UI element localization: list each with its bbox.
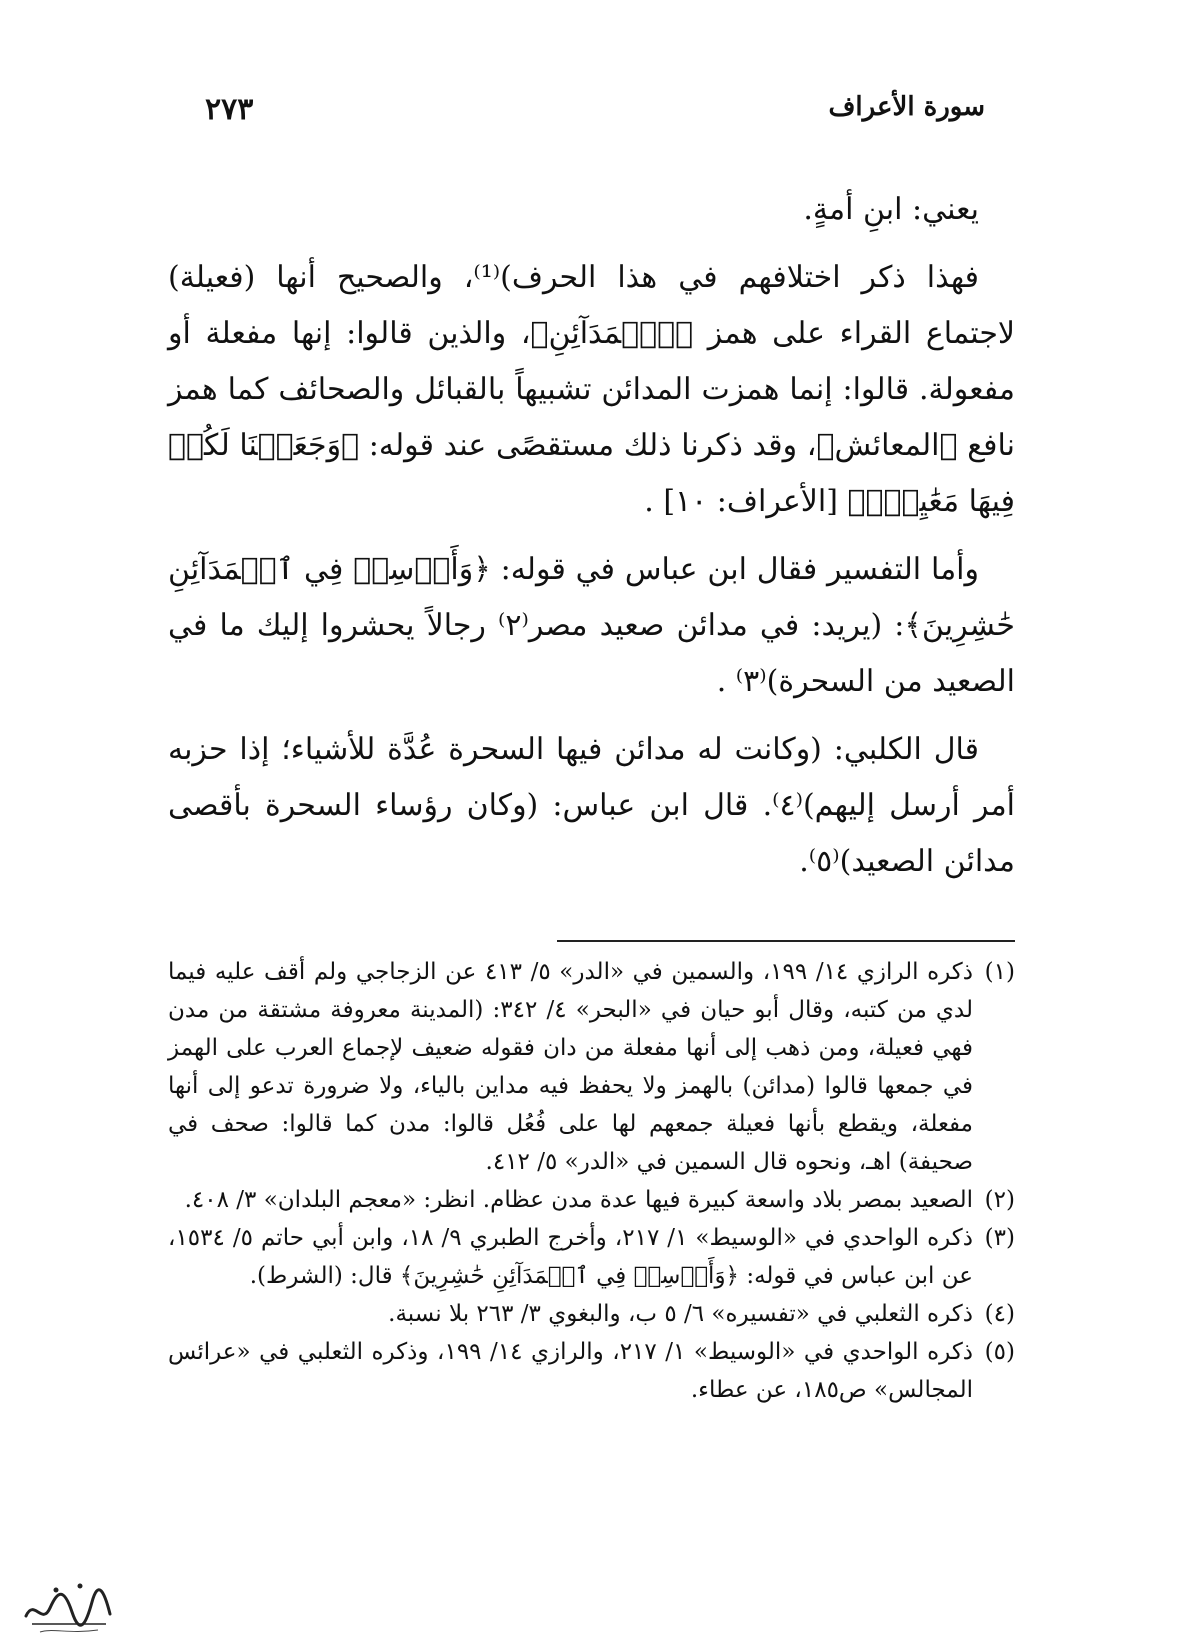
footnote-text: ذكره الواحدي في «الوسيط» ١/ ٢١٧، وأخرج الطبري ٩/ ١٨، وابن أبي حاتم ٥/ ١٥٣٤، عن ابن عباس في قوله: ﴿وَأَرۡسِلۡ فِي ٱلۡمَدَآئِنِ حَٰشِرِينَ﴾ قال: (الشرط).: [168, 1225, 973, 1289]
page-number: ٢٧٣: [205, 92, 254, 127]
footnote: [168, 1333, 1015, 1409]
running-title: سورة الأعراف: [828, 92, 985, 122]
footnote-number: (١): [984, 959, 1015, 985]
footnote-text: ذكره الواحدي في «الوسيط» ١/ ٢١٧، والرازي ١٤/ ١٩٩، وذكره الثعلبي في «عرائس المجالس» ص١٨٥، عن عطاء.: [168, 1339, 974, 1403]
page-header: [200, 92, 985, 142]
paragraph: وأما التفسير فقال ابن عباس في قوله: ﴿وَأَرۡسِلۡ فِي ٱلۡمَدَآئِنِ حَٰشِرِينَ﴾: (يريد: في مدائن صعيد مصر⁽٢⁾ رجالاً يحشروا إليك ما في الصعيد من السحرة)⁽٣⁾ .: [168, 552, 1015, 699]
library-stamp-icon: [20, 1568, 116, 1638]
main-text: [168, 182, 1015, 902]
footnote-text: ذكره الثعلبي في «تفسيره» ٦/ ٥ ب، والبغوي ٣/ ٢٦٣ بلا نسبة.: [388, 1301, 973, 1327]
footnote-text: الصعيد بمصر بلاد واسعة كبيرة فيها عدة مدن عظام. انظر: «معجم البلدان» ٣/ ٤٠٨.: [184, 1187, 973, 1213]
paragraph: فهذا ذكر اختلافهم في هذا الحرف)⁽¹⁾، والصحيح أنها (فعيلة) لاجتماع القراء على همز ﴿ٱلۡمَدَآئِنِ﴾، والذين قالوا: إنها مفعلة أو مفعولة. قالوا: إنما همزت المدائن تشبيهاً بالقبائل والصحائف كما همز نافع ﴿المعائش﴾، وقد ذكرنا ذلك مستقصًى عند قوله: ﴿وَجَعَلۡنَا لَكُمۡ فِيهَا مَعَٰيِشَۗ﴾ [الأعراف: ١٠] .: [168, 260, 1016, 519]
footnote: [168, 1295, 1015, 1333]
footnotes: [168, 953, 1015, 1409]
footnote-divider: [557, 940, 1015, 942]
footnote: [168, 1219, 1015, 1295]
footnote-number: (٣): [984, 1225, 1015, 1251]
footnote-number: (٤): [984, 1301, 1015, 1327]
footnote-text: ذكره الرازي ١٤/ ١٩٩، والسمين في «الدر» ٥/ ٤١٣ عن الزجاجي ولم أقف عليه فيما لدي من كتبه، وقال أبو حيان في «البحر» ٤/ ٣٤٢: (المدينة معروفة مشتقة من مدن فهي فعيلة، ومن ذهب إلى أنها مفعلة من دان فقوله ضعيف لإجماع العرب على الهمز في جمعها قالوا (مدائن) بالهمز ولا يحفظ فيه مداين بالياء، ولا ضرورة تدعو إلى أنها مفعلة، ويقطع بأنها فعيلة جمعهم لها على فُعُل قالوا: مدن كما قالوا: صحف في صحيفة) اهـ، ونحوه قال السمين في «الدر» ٥/ ٤١٢.: [168, 959, 973, 1175]
footnote: [168, 953, 1015, 1181]
footnote-number: (٢): [984, 1187, 1015, 1213]
paragraph: يعني: ابنِ أمةٍ.: [803, 192, 979, 227]
footnote: [168, 1181, 1015, 1219]
footnote-number: (٥): [984, 1339, 1015, 1365]
paragraph: قال الكلبي: (وكانت له مدائن فيها السحرة عُدَّة للأشياء؛ إذا حزبه أمر أرسل إليهم)⁽٤⁾. قال ابن عباس: (وكان رؤساء السحرة بأقصى مدائن الصعيد)⁽٥⁾.: [168, 732, 1015, 879]
